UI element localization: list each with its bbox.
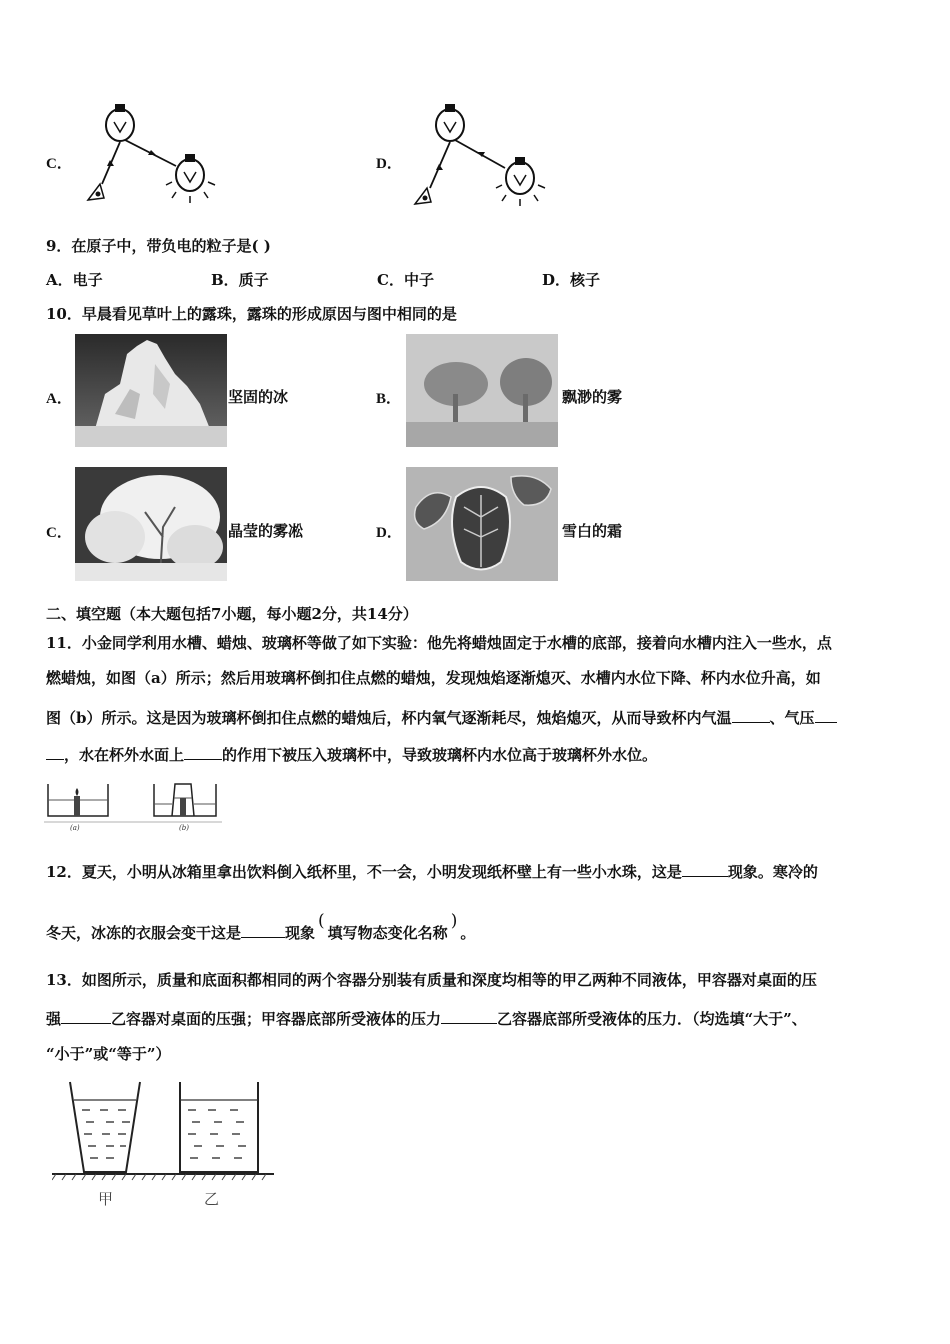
q10-option-d-letter: D． [376,525,402,541]
q11-blank-force[interactable] [184,745,222,760]
q10-option-d-caption: 雪白的霜 [562,522,623,540]
q11-blank-pressure[interactable] [815,708,837,723]
eye-icon [415,188,431,204]
frost-leaf-photo [406,467,558,581]
q11-line-1: 11．小金同学利用水槽、蜡烛、玻璃杯等做了如下实验：他先将蜡烛固定于水槽的底部，接着向水槽内注入一些水，点 [46,634,832,652]
q11-line-4 [46,744,657,765]
q10-option-c-caption: 晶莹的雾凇 [228,522,304,540]
light-bulb-icon [496,157,545,206]
container-jia [70,1082,140,1172]
q12-line-1 [46,861,818,882]
q12-line-2-text-d: 。 [460,924,476,942]
container-yi-label: 乙 [204,1190,220,1208]
q9-option-a: A．电子 [46,271,103,289]
q13-containers-figure [52,1078,277,1210]
fog-trees-photo [406,334,558,447]
light-bulb-icon [106,104,134,141]
q8-option-c-diagram [80,100,230,210]
q10-option-a-caption: 坚固的冰 [228,388,289,406]
q12-line-2-text-a: 冬天，冰冻的衣服会变干这是 [46,924,242,942]
q8-option-d-letter: D． [376,156,402,172]
q10-option-a-letter: A． [46,391,72,407]
q11-line-3 [46,707,837,728]
q12-line-2-text-c: 填写物态变化名称 [327,924,448,942]
trough-candle-figure-b [154,784,216,816]
eye-icon [88,184,104,200]
q13-blank-pressure[interactable] [61,1009,111,1024]
light-bulb-icon [166,154,215,203]
q12-paren-open: ( [318,911,325,931]
q11-line-4-text-b: 的作用下被压入玻璃杯中，导致玻璃杯内水位高于玻璃杯外水位。 [222,746,658,764]
container-yi [180,1082,258,1172]
iceberg-photo [75,334,227,447]
q9-option-c: C．中子 [377,271,434,289]
q11-line-3-text-a: 图（b）所示。这是因为玻璃杯倒扣住点燃的蜡烛后，杯内氧气逐渐耗尽，烛焰熄灭，从而导致杯内气温 [46,709,732,727]
q12-blank-2[interactable] [241,923,285,938]
section-2-heading: 二、填空题（本大题包括7小题，每小题2分，共14分） [46,605,418,623]
q10-option-b-letter: B． [376,391,402,407]
rime-tree-photo [75,467,227,581]
q13-line-1: 13．如图所示，质量和底面积都相同的两个容器分别装有质量和深度均相等的甲乙两种不同液体，甲容器对桌面的压 [46,971,817,989]
q12-paren-close: ) [450,911,458,931]
q9-option-b: B．质子 [211,271,269,289]
q12-line-2 [46,911,476,943]
q8-option-c-letter: C． [46,156,72,172]
q13-blank-force[interactable] [441,1009,497,1024]
light-bulb-icon [436,104,464,141]
q12-line-1-text-a: 12．夏天，小明从冰箱里拿出饮料倒入纸杯里，不一会，小明发现纸杯壁上有一些小水珠，这是 [46,863,682,881]
q11-figure-a-label: (a) [70,824,80,832]
q13-line-3: “小于”或“等于”） [46,1045,171,1063]
q9-option-d: D．核子 [542,271,601,289]
q11-blank-temperature[interactable] [732,708,770,723]
q11-figure-b-label: (b) [179,824,189,832]
q13-line-2 [46,1008,807,1029]
q12-line-1-text-b: 现象。寒冷的 [727,863,818,881]
q10-option-c-letter: C． [46,525,72,541]
q12-line-2-text-b: 现象 [285,924,316,942]
q11-line-3-text-b: 、气压 [769,709,815,727]
q11-blank-pressure-cont[interactable] [46,745,64,760]
container-jia-label: 甲 [98,1190,114,1208]
q13-line-2-text-b: 乙容器对桌面的压强；甲容器底部所受液体的压力 [111,1010,442,1028]
q12-blank-1[interactable] [682,862,728,877]
q8-option-d-diagram [405,100,555,212]
q11-line-2: 燃蜡烛，如图（a）所示；然后用玻璃杯倒扣住点燃的蜡烛，发现烛焰逐渐熄灭、水槽内水位下降、杯内水位升高，如 [46,669,821,687]
q13-line-2-text-c: 乙容器底部所受液体的压力．（均选填“大于”、 [497,1010,807,1028]
q10-stem: 10．早晨看见草叶上的露珠，露珠的形成原因与图中相同的是 [46,305,457,323]
q10-option-b-caption: 飘渺的雾 [562,388,623,406]
q11-line-4-text-a: ，水在杯外水面上 [64,746,185,764]
q9-stem: 9．在原子中，带负电的粒子是( ) [46,237,271,255]
q13-line-2-text-a: 强 [46,1010,62,1028]
q11-figure [44,778,222,834]
